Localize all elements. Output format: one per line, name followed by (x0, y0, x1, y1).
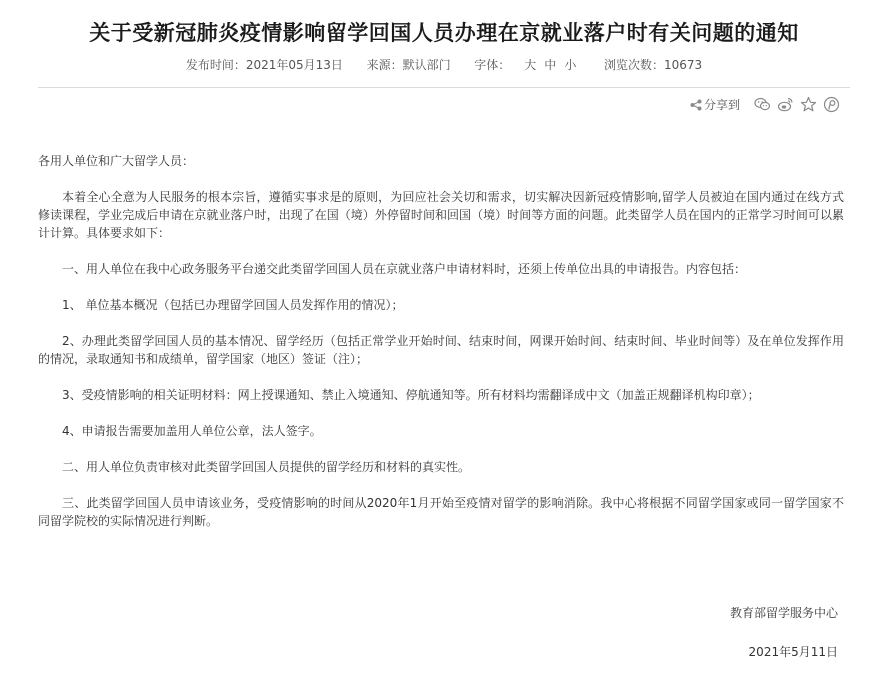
share-button[interactable] (690, 96, 740, 113)
paragraph-section-1: 一、用人单位在我中心政务服务平台递交此类留学回国人员在京就业落户申请材料时，还须上传单位出具的申请报告。内容包括： (62, 262, 747, 276)
share-label: 分享到 (703, 98, 740, 112)
title-divider (38, 87, 850, 88)
font-size-small-button[interactable]: 小 (564, 58, 577, 72)
paragraph-section-3: 三、此类留学回国人员申请该业务，受疫情影响的时间从2020年1月开始至疫情对留学的影响消除。我中心将根据不同留学国家或同一留学国家不同留学院校的实际情况进行判断。 (38, 496, 844, 528)
views-count: 10673 (664, 58, 703, 72)
paragraph-item-3: 3、受疫情影响的相关证明材料：网上授课通知、禁止入境通知、停航通知等。所有材料均需翻译成中文（加盖正规翻译机构印章）； (62, 388, 760, 402)
paragraph-item-1: 1、 单位基本概况（包括已办理留学回国人员发挥作用的情况）； (62, 298, 404, 312)
article-body (38, 152, 844, 530)
paragraph-item-2: 2、办理此类留学回国人员的基本情况、留学经历（包括正常学业开始时间、结束时间，网课开始时间、结束时间、毕业时间等）及在单位发挥作用的情况，录取通知书和成绩单，留学国家（地区）签证（注）； (38, 334, 844, 366)
share-bar (690, 96, 840, 113)
font-size-medium-button[interactable]: 中 (544, 58, 557, 72)
paragraph-item-4: 4、申请报告需要加盖用人单位公章，法人签字。 (62, 424, 322, 438)
views-label: 浏览次数： (603, 58, 664, 72)
weixin-icon[interactable] (754, 96, 771, 113)
tencent-weibo-icon[interactable] (823, 96, 840, 113)
weibo-icon[interactable] (777, 96, 794, 113)
published-label: 发布时间： (185, 58, 246, 72)
share-icon (690, 99, 702, 111)
article-title: 关于受新冠肺炎疫情影响留学回国人员办理在京就业落户时有关问题的通知 (89, 21, 799, 45)
source-value: 默认部门 (402, 58, 451, 72)
qzone-icon[interactable] (800, 96, 817, 113)
source-label: 来源： (366, 58, 403, 72)
paragraph-section-2: 二、用人单位负责审核对此类留学回国人员提供的留学经历和材料的真实性。 (62, 460, 471, 474)
font-size-large-button[interactable]: 大 (524, 58, 537, 72)
published-date: 2021年05月13日 (245, 58, 343, 72)
paragraph-intro: 本着全心全意为人民服务的根本宗旨，遵循实事求是的原则，为回应社会关切和需求，切实解决因新冠疫情影响,留学人员被迫在国内通过在线方式修读课程，学业完成后申请在京就业落户时，出现了在国（境）外停留时间和回国（境）时间等方面的问题。此类留学人员在国内的正常学习时间可以累计计算。具体要求如下： (38, 190, 844, 240)
greeting: 各用人单位和广大留学人员： (38, 154, 195, 168)
signature-org: 教育部留学服务中心 (729, 606, 838, 620)
article-meta (0, 56, 888, 73)
font-size-label: 字体： (474, 58, 511, 72)
signature-date: 2021年5月11日 (748, 645, 838, 659)
